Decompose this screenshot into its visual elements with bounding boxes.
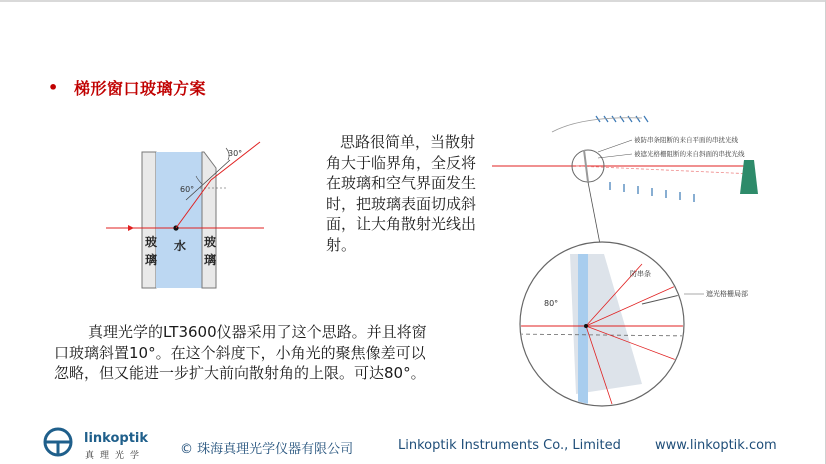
- glass-label-right-2: 璃: [204, 253, 217, 267]
- bullet-icon: •: [48, 77, 59, 97]
- instrument-diagram: [492, 104, 774, 414]
- label-grating-part: 遮光格栅局部: [706, 290, 748, 298]
- angle-label-60: 60°: [180, 185, 195, 194]
- right-glass-trapezoid: [202, 152, 216, 288]
- company-name-en: Linkoptik Instruments Co., Limited: [398, 438, 621, 453]
- water-label: 水: [174, 239, 187, 253]
- logo-name: linkoptik: [84, 431, 149, 446]
- slide-heading: 梯形窗口玻璃方案: [74, 78, 207, 98]
- glass-label-right-1: 玻: [204, 235, 217, 249]
- heading-row: [48, 76, 206, 98]
- trapezoid-window-diagram: [100, 138, 270, 298]
- glass-label-left-2: 璃: [145, 253, 158, 267]
- website-link[interactable]: www.linkoptik.com: [655, 438, 777, 453]
- label-1-leader: [598, 140, 632, 152]
- mag-scatter-point: [584, 324, 588, 328]
- description-paragraph: 真理光学的LT3600仪器采用了这个思路。并且将窗口玻璃斜置10°。在这个斜度下，小角光的聚焦像差可以忽略，但又能进一步扩大前向散射角的上限。可达80°。: [54, 323, 427, 382]
- exit-ray: [211, 142, 260, 180]
- label-80-degrees: 80°: [544, 299, 559, 308]
- beam-trap: [740, 160, 758, 194]
- left-glass: [142, 152, 156, 288]
- angle-label-30: 30°: [228, 149, 243, 158]
- top-border: [0, 0, 826, 2]
- magnify-connector: [588, 182, 600, 244]
- water-region: [156, 152, 202, 288]
- lower-detectors: [610, 182, 694, 202]
- idea-text: 思路很简单，当散射角大于临界角，全反将在玻璃和空气界面发生时，把玻璃表面切成斜面，让大角散射光线出射。: [326, 133, 477, 254]
- ray-arrow-icon: [128, 225, 134, 231]
- label-2-leader: [598, 154, 632, 158]
- copyright-cn: © 珠海真理光学仪器有限公司: [180, 442, 354, 457]
- top-arc: [552, 118, 642, 132]
- logo-subtitle: 真理光学: [85, 451, 146, 461]
- label-grating-slope: 被遮光格栅阻断的来自斜面的串扰光线: [634, 150, 745, 158]
- label-anti-strip: 防串条: [630, 270, 651, 278]
- glass-label-left-1: 玻: [145, 235, 158, 249]
- label-anti-crosstalk-flat: 被防串条阻断的来自平面的串扰光线: [634, 136, 738, 144]
- linkoptik-logo-icon: [40, 426, 80, 458]
- glass-window: [578, 254, 588, 404]
